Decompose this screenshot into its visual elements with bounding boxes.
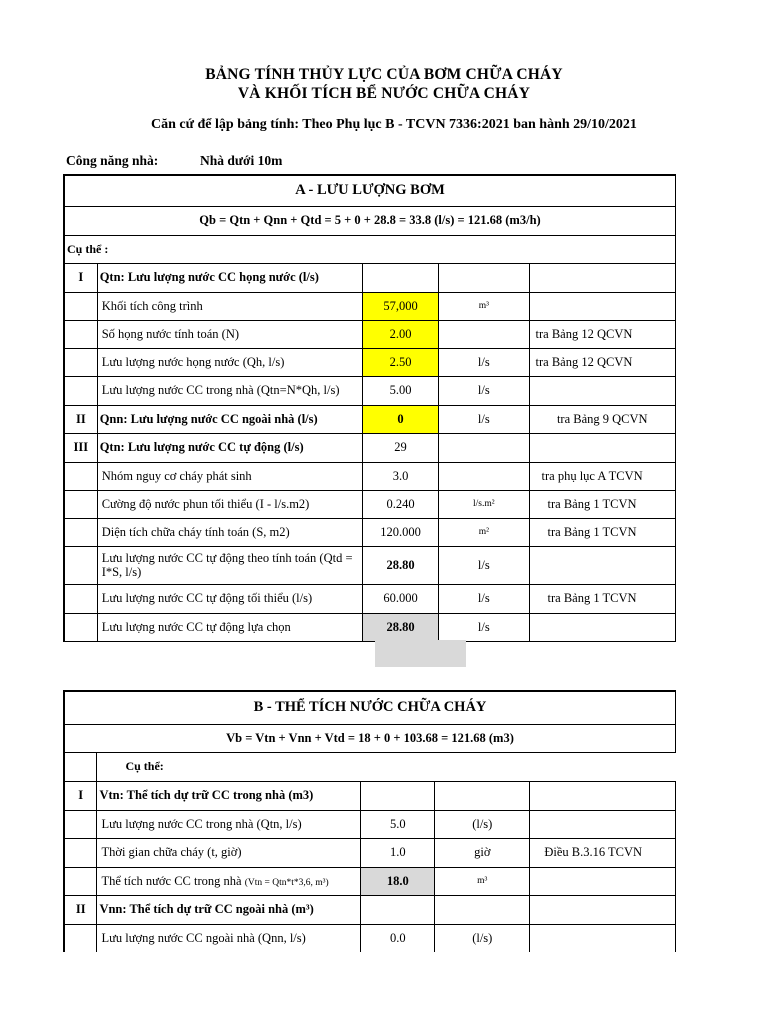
row-name: Thời gian chữa cháy (t, giờ) [97,838,361,867]
section-b-detail-label: Cụ thể: [97,752,676,781]
row-unit [435,781,530,810]
table-row [64,405,676,433]
row-value [362,263,438,292]
row-number: III [64,433,97,462]
row-unit: l/s [439,376,529,405]
row-unit [439,320,529,348]
row-unit: m² [439,518,529,546]
row-name-cell [97,867,361,895]
table-row [64,810,676,838]
table-row [64,781,676,810]
row-number [64,320,97,348]
row-note [530,810,676,838]
row-number [64,292,97,320]
row-note [530,781,676,810]
row-value: 5.00 [362,376,438,405]
table-row [64,376,676,405]
table-row [64,838,676,867]
row-unit [439,263,529,292]
row-number: I [64,263,97,292]
section-a-title: A - LƯU LƯỢNG BƠM [64,175,676,206]
table-row [64,584,676,613]
row-value: 3.0 [362,462,438,490]
row-note: tra Bảng 1 TCVN [529,584,675,613]
row-note [529,546,675,584]
row-value: 2.00 [362,320,438,348]
section-a-formula: Qb = Qtn + Qnn + Qtd = 5 + 0 + 28.8 = 33.8 (l/s) = 121.68 (m3/h) [64,206,676,235]
row-unit: l/s [439,613,529,641]
row-name: Khối tích công trình [97,292,362,320]
row-unit: l/s [439,584,529,613]
row-number [64,867,97,895]
row-name: Lưu lượng nước họng nước (Qh, l/s) [97,348,362,376]
row-unit: m³ [435,867,530,895]
table-row [64,546,676,584]
title-line-1: BẢNG TÍNH THỦY LỰC CỦA BƠM CHỮA CHÁY [205,66,563,83]
row-note: Điều B.3.16 TCVN [530,838,676,867]
function-value: Nhà dưới 10m [200,153,283,168]
row-unit: (l/s) [435,924,530,952]
table-row [64,490,676,518]
row-number [64,348,97,376]
row-name-formula: (Vtn = Qtn*t*3,6, m³) [244,877,329,888]
row-name: Lưu lượng nước CC ngoài nhà (Qnn, l/s) [97,924,361,952]
row-unit: l/s [439,405,529,433]
row-unit: l/s [439,546,529,584]
row-number [64,376,97,405]
row-note [529,292,675,320]
table-row [64,462,676,490]
row-number [64,613,97,641]
row-note [530,867,676,895]
row-value: 0.240 [362,490,438,518]
gray-filler-cell [375,640,466,667]
row-name: Lưu lượng nước CC tự động tối thiểu (l/s) [97,584,362,613]
row-number [64,546,97,584]
row-name: Qtn: Lưu lượng nước CC tự động (l/s) [97,433,362,462]
function-label: Công năng nhà: [66,153,159,168]
row-value: 29 [362,433,438,462]
row-note [529,376,675,405]
title-line-2: VÀ KHỐI TÍCH BỂ NƯỚC CHỮA CHÁY [237,85,531,102]
table-row [64,518,676,546]
row-unit [439,462,529,490]
row-number [64,518,97,546]
row-name: Cường độ nước phun tối thiểu (I - l/s.m2) [97,490,362,518]
row-note [529,263,675,292]
row-note: tra Bảng 1 TCVN [529,518,675,546]
row-number: I [64,781,97,810]
row-name: Lưu lượng nước CC tự động lựa chọn [97,613,362,641]
section-b-table [63,690,676,952]
row-value: 18.0 [361,867,435,895]
row-note [530,924,676,952]
row-value: 60.000 [362,584,438,613]
row-unit: l/s.m² [439,490,529,518]
row-name: Lưu lượng nước CC tự động theo tính toán (Qtd = I*S, l/s) [97,546,362,584]
section-a-table [63,174,676,642]
row-value: 2.50 [362,348,438,376]
table-row [64,292,676,320]
row-value: 28.80 [362,546,438,584]
row-note: tra Bảng 9 QCVN [529,405,675,433]
row-name: Diện tích chữa cháy tính toán (S, m2) [97,518,362,546]
row-value: 1.0 [361,838,435,867]
row-value: 0.0 [361,924,435,952]
row-value: 0 [362,405,438,433]
row-unit [439,433,529,462]
row-value [361,781,435,810]
table-row [64,613,676,641]
table-row [64,867,676,895]
row-number [64,838,97,867]
row-value: 5.0 [361,810,435,838]
row-note: tra phụ lục A TCVN [529,462,675,490]
row-number [64,462,97,490]
row-number [64,584,97,613]
row-name: Vtn: Thể tích dự trữ CC trong nhà (m3) [97,781,361,810]
table-row [64,263,676,292]
section-b-table-wrapper [0,690,676,952]
section-a-detail-label: Cụ thể : [64,235,676,263]
row-number: II [64,405,97,433]
row-note: tra Bảng 12 QCVN [529,348,675,376]
row-value [361,895,435,924]
row-value: 28.80 [362,613,438,641]
table-row [64,924,676,952]
basis-text: Căn cứ để lập bảng tính: Theo Phụ lục B - TCVN 7336:2021 ban hành 29/10/2021 [151,117,637,132]
table-row [64,320,676,348]
table-row [64,895,676,924]
row-name: Lưu lượng nước CC trong nhà (Qtn=N*Qh, l/s) [97,376,362,405]
row-name: Lưu lượng nước CC trong nhà (Qtn, l/s) [97,810,361,838]
section-b-formula: Vb = Vtn + Vnn + Vtd = 18 + 0 + 103.68 = 121.68 (m3) [64,724,676,752]
section-b-title: B - THỂ TÍCH NƯỚC CHỮA CHÁY [64,691,676,724]
row-name: Qnn: Lưu lượng nước CC ngoài nhà (l/s) [97,405,362,433]
row-name: Số họng nước tính toán (N) [97,320,362,348]
row-unit: m³ [439,292,529,320]
row-number [64,924,97,952]
section-a-table-wrapper [0,174,676,644]
row-number [64,490,97,518]
row-unit: (l/s) [435,810,530,838]
row-name: Nhóm nguy cơ cháy phát sinh [97,462,362,490]
row-value: 120.000 [362,518,438,546]
table-row [64,348,676,376]
row-note: tra Bảng 12 QCVN [529,320,675,348]
row-value: 57,000 [362,292,438,320]
row-note [530,895,676,924]
row-unit: l/s [439,348,529,376]
table-row [64,433,676,462]
row-name: Thể tích nước CC trong nhà [101,873,242,888]
row-note: tra Bảng 1 TCVN [529,490,675,518]
row-name: Qtn: Lưu lượng nước CC họng nước (l/s) [97,263,362,292]
row-number [64,810,97,838]
row-note [529,433,675,462]
row-number: II [64,895,97,924]
row-note [529,613,675,641]
row-name: Vnn: Thể tích dự trữ CC ngoài nhà (m³) [97,895,361,924]
row-unit [435,895,530,924]
row-unit: giờ [435,838,530,867]
